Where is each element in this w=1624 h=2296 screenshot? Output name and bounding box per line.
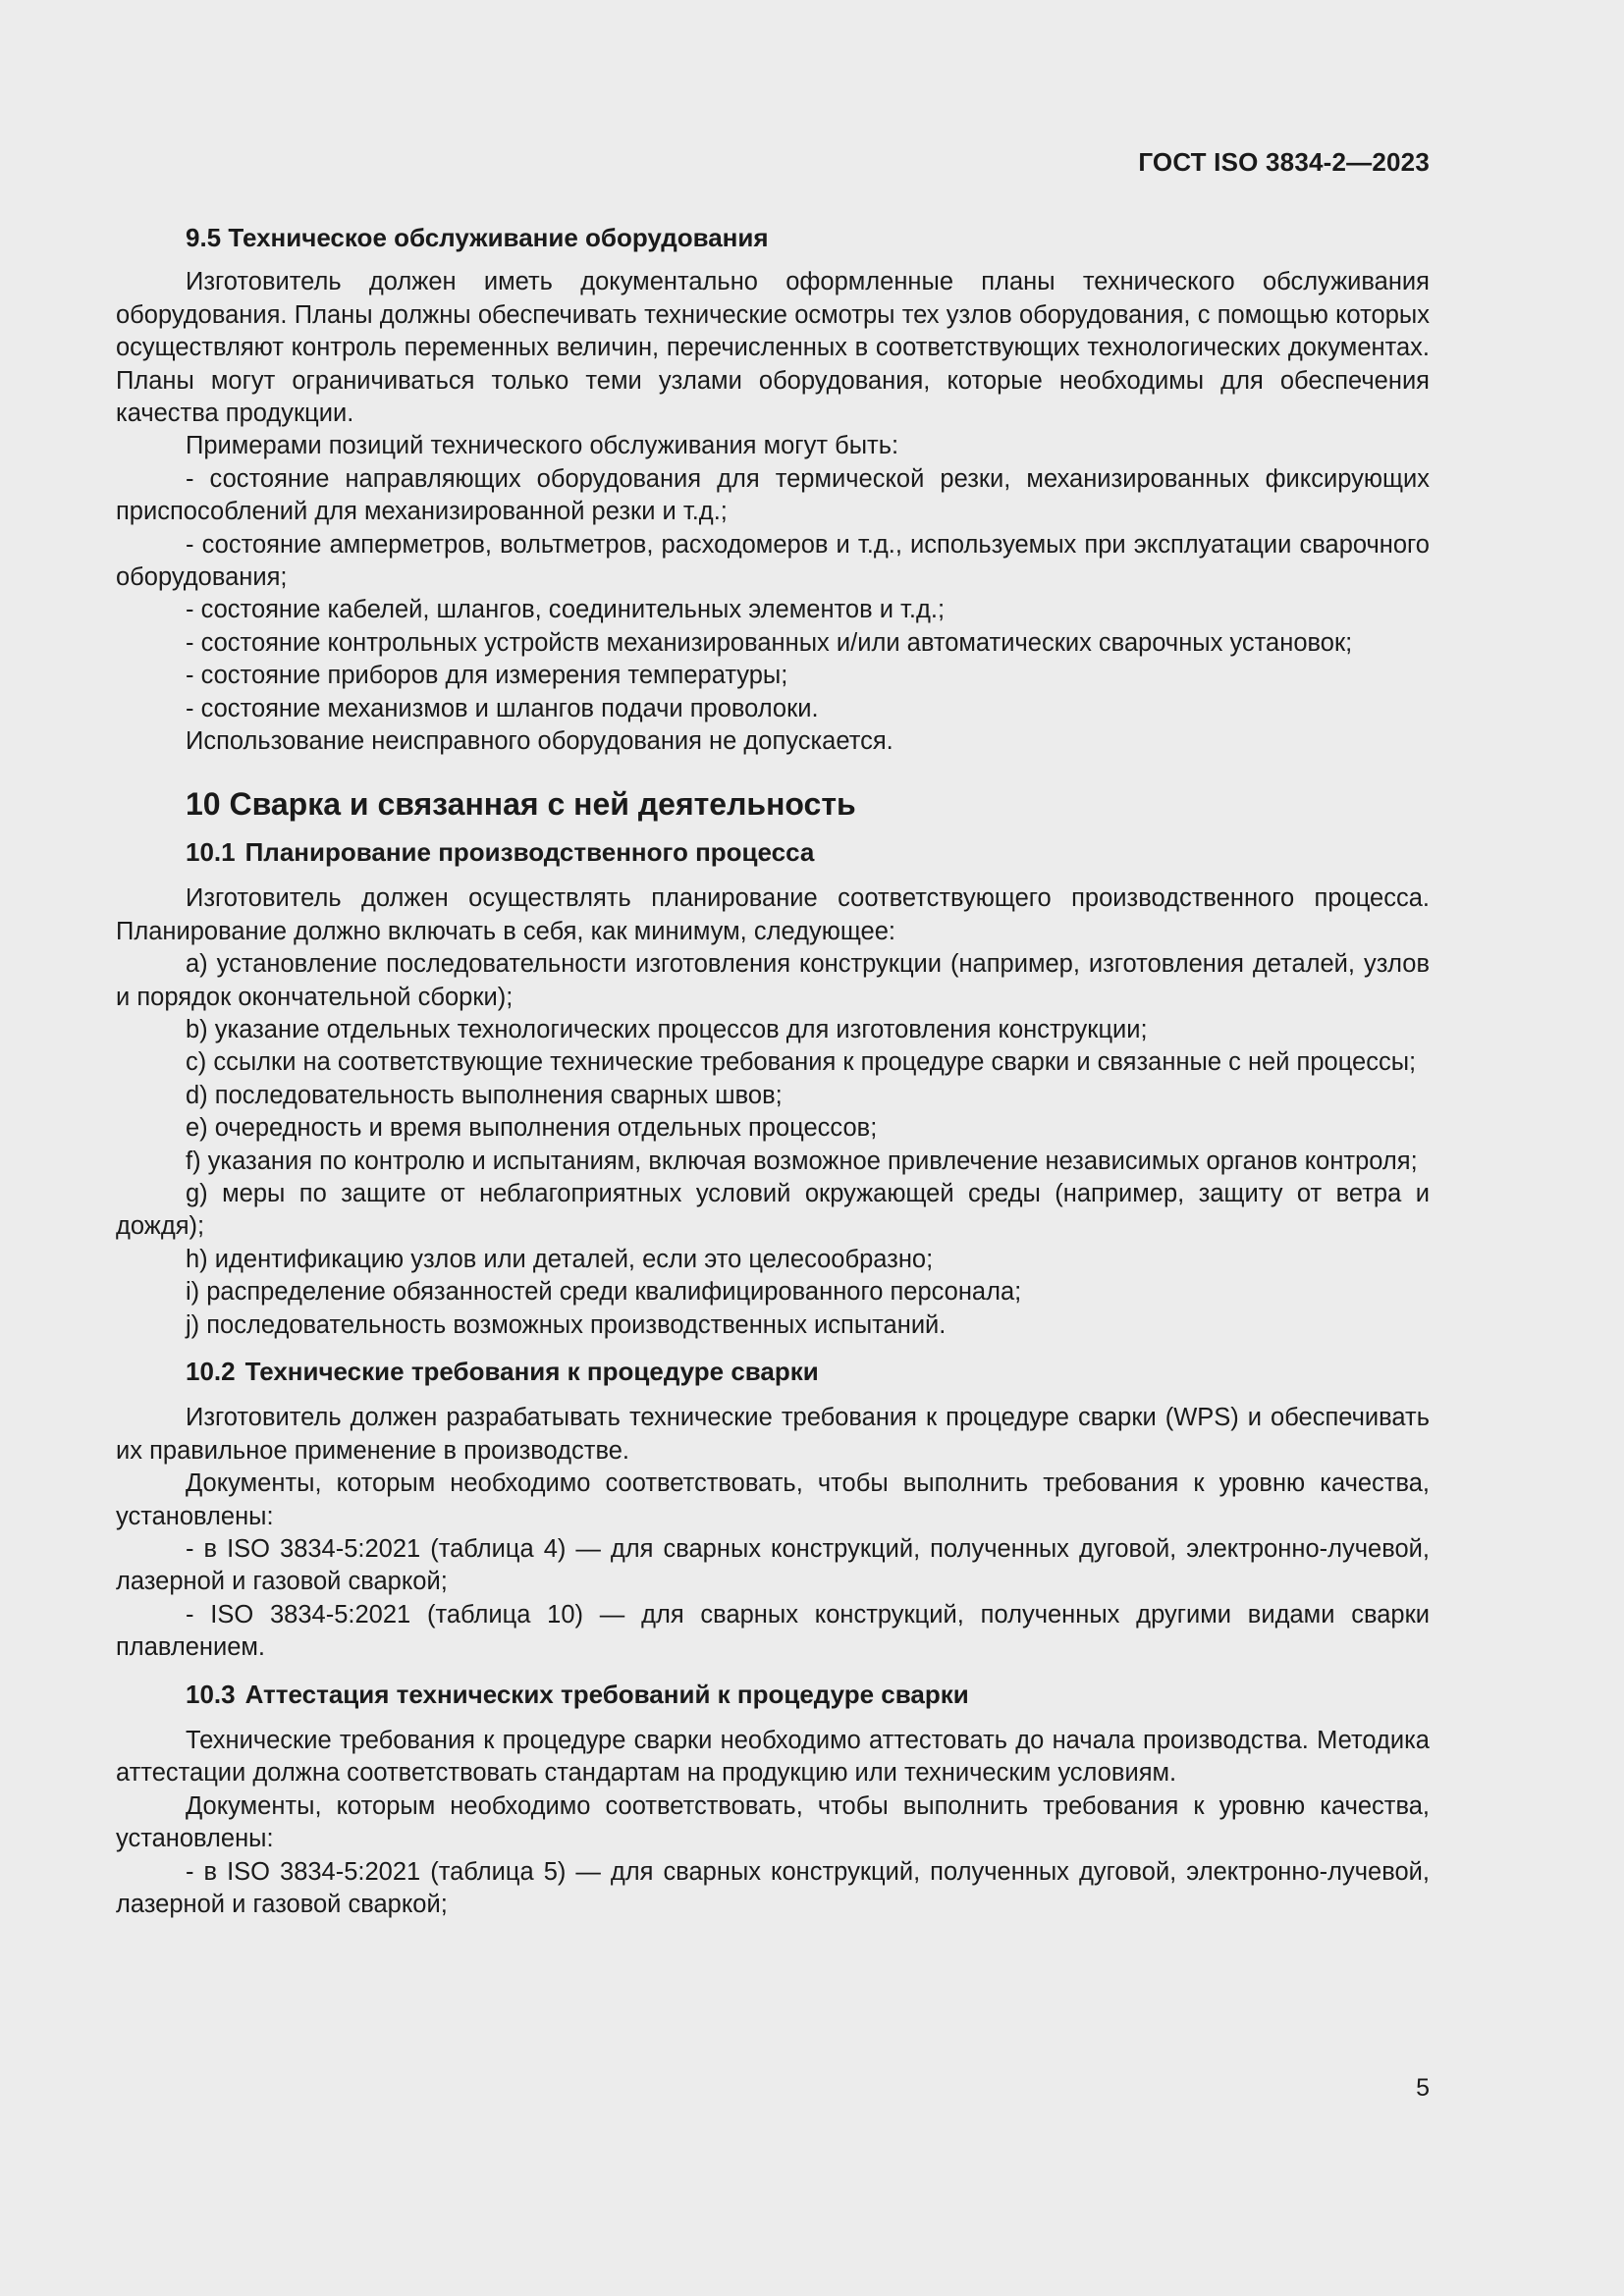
section-10-title: 10 Сварка и связанная с ней деятельность [186, 785, 856, 822]
section-10-3-body [116, 1725, 1430, 1921]
section-10-2-body [116, 1402, 1430, 1664]
paragraph: - ISO 3834-5:2021 (таблица 10) — для сварных конструкций, полученных другими видами сварки плавлением. [116, 1600, 1430, 1662]
paragraph: Документы, которым необходимо соответствовать, чтобы выполнить требования к уровню качества, установлены: [116, 1791, 1430, 1853]
section-10-2-title: 10.2 Технические требования к процедуре сварки [186, 1357, 819, 1386]
document-body [116, 222, 1430, 1922]
section-10-3-title: 10.3 Аттестация технических требований к процедуре сварки [186, 1679, 969, 1709]
paragraph: - состояние приборов для измерения температуры; [186, 662, 788, 690]
paragraph: Документы, которым необходимо соответствовать, чтобы выполнить требования к уровню качества, установлены: [116, 1469, 1430, 1530]
page-number: 5 [1416, 2074, 1430, 2102]
paragraph: Изготовитель должен разрабатывать технические требования к процедуре сварки (WPS) и обеспечивать их правильное применение в производстве. [116, 1404, 1430, 1465]
section-9-5-title: 9.5 Техническое обслуживание оборудования [186, 223, 769, 252]
section-9-5-body [116, 266, 1430, 758]
paragraph: i) распределение обязанностей среди квалифицированного персонала; [186, 1278, 1022, 1307]
paragraph: d) последовательность выполнения сварных швов; [186, 1081, 783, 1109]
section-10-1-body [116, 882, 1430, 1342]
paragraph: Использование неисправного оборудования не допускается. [186, 727, 893, 756]
section-10-1-title: 10.1 Планирование производственного процесса [186, 836, 815, 867]
paragraph: j) последовательность возможных производственных испытаний. [186, 1310, 947, 1339]
paragraph: c) ссылки на соответствующие технические требования к процедуре сварки и связанные с ней процессы; [186, 1048, 1417, 1077]
paragraph: Изготовитель должен иметь документально оформленные планы технического обслуживания оборудования. Планы должны обеспечивать технические осмотры тех узлов оборудования, с помощью которых осуществляют контроль переменных величин, перечисленных в соответствующих технологических документах. Планы могут ограничиваться только теми узлами оборудования, которые необходимы для обеспечения качества продукции. [116, 268, 1430, 428]
paragraph: e) очередность и время выполнения отдельных процессов; [186, 1114, 878, 1143]
document-id-header: ГОСТ ISO 3834-2—2023 [1138, 147, 1430, 177]
paragraph: - в ISO 3834-5:2021 (таблица 4) — для сварных конструкций, полученных дуговой, электронно-лучевой, лазерной и газовой сваркой; [116, 1535, 1430, 1596]
paragraph: - состояние механизмов и шлангов подачи проволоки. [186, 694, 819, 722]
paragraph: b) указание отдельных технологических процессов для изготовления конструкции; [186, 1015, 1148, 1043]
paragraph: h) идентификацию узлов или деталей, если это целесообразно; [186, 1245, 934, 1273]
paragraph: - состояние контрольных устройств механизированных и/или автоматических сварочных установок; [186, 628, 1353, 657]
paragraph: - состояние кабелей, шлангов, соединительных элементов и т.д.; [186, 596, 946, 624]
paragraph: Технические требования к процедуре сварки необходимо аттестовать до начала производства. Методика аттестации должна соответствовать стандартам на продукцию или техническим условиям. [116, 1727, 1430, 1788]
paragraph: - состояние направляющих оборудования для термической резки, механизированных фиксирующих приспособлений для механизированной резки и т.д.; [116, 464, 1430, 526]
paragraph: g) меры по защите от неблагоприятных условий окружающей среды (например, защиту от ветра и дождя); [116, 1179, 1430, 1241]
paragraph: a) установление последовательности изготовления конструкции (например, изготовления деталей, узлов и порядок окончательной сборки); [116, 950, 1430, 1011]
paragraph: Изготовитель должен осуществлять планирование соответствующего производственного процесса. Планирование должно включать в себя, как минимум, следующее: [116, 884, 1430, 945]
paragraph: - состояние амперметров, вольтметров, расходомеров и т.д., используемых при эксплуатации сварочного оборудования; [116, 530, 1430, 592]
paragraph: Примерами позиций технического обслуживания могут быть: [186, 432, 899, 460]
paragraph: - в ISO 3834-5:2021 (таблица 5) — для сварных конструкций, полученных дуговой, электронно-лучевой, лазерной и газовой сваркой; [116, 1857, 1430, 1919]
paragraph: f) указания по контролю и испытаниям, включая возможное привлечение независимых органов контроля; [186, 1147, 1418, 1175]
